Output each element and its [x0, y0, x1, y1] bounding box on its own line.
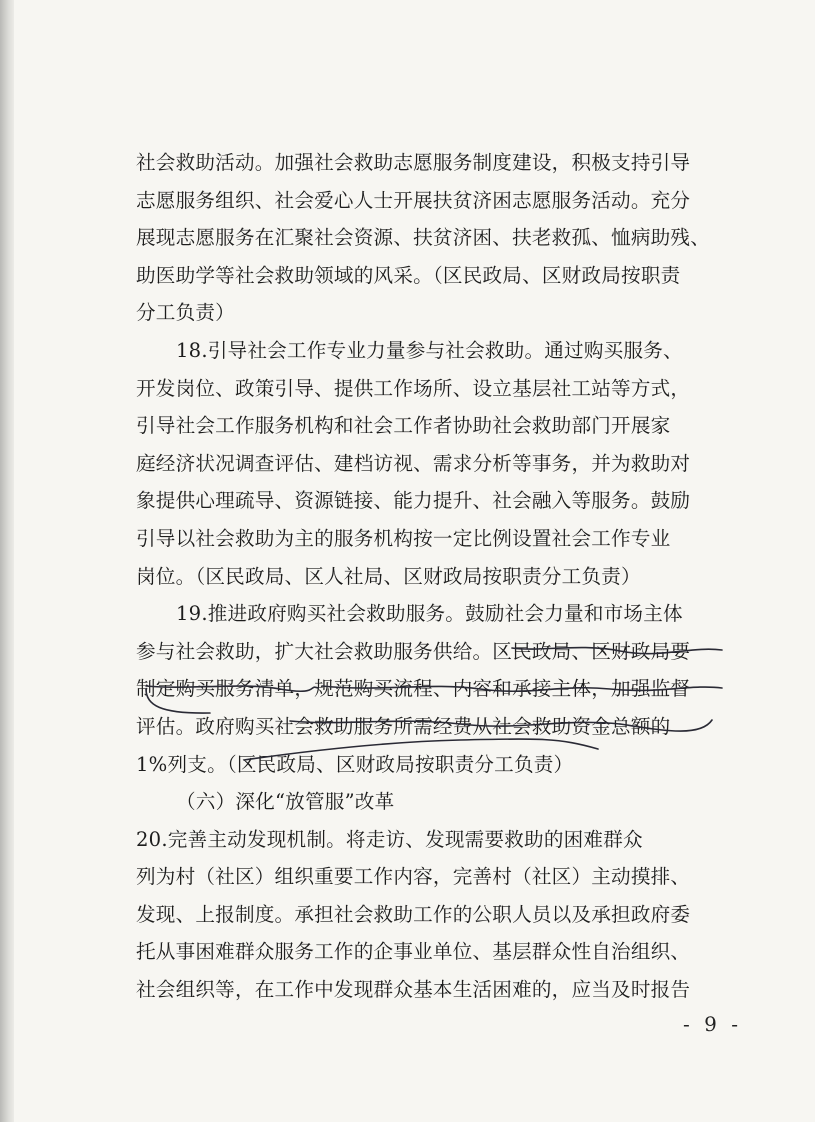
item-19-heading: 19.推进政府购买社会救助服务。鼓励社会力量和市场主体	[176, 602, 683, 626]
body-line: 评估。政府购买社会救助服务所需经费从社会救助资金总额的	[136, 714, 671, 738]
scan-binding-edge	[0, 0, 14, 1122]
body-line: 1%列支。（区民政局、区财政局按职责分工负责）	[136, 752, 574, 776]
body-line: 参与社会救助，扩大社会救助服务供给。区民政局、区财政局要	[136, 639, 691, 663]
section-heading: （六）深化“放管服”改革	[176, 790, 395, 814]
item-18-heading: 18.引导社会工作专业力量参与社会救助。通过购买服务、	[176, 338, 683, 362]
item-20-heading: 20.完善主动发现机制。将走访、发现需要救助的困难群众	[136, 827, 643, 851]
body-line: 分工负责）	[136, 301, 235, 325]
body-line: 展现志愿服务在汇聚社会资源、扶贫济困、扶老救孤、恤病助残、	[136, 226, 711, 250]
body-line: 庭经济状况调查评估、建档访视、需求分析等事务，并为救助对	[136, 451, 691, 475]
body-line: 社会救助活动。加强社会救助志愿服务制度建设，积极支持引导	[136, 151, 691, 174]
body-line: 助医助学等社会救助领域的风采。（区民政局、区财政局按职责	[136, 263, 681, 287]
page-number: - 9 -	[683, 1012, 742, 1036]
document-body	[136, 144, 726, 1009]
body-line: 引导以社会救助为主的服务机构按一定比例设置社会工作专业	[136, 526, 671, 550]
body-line: 开发岗位、政策引导、提供工作场所、设立基层社工站等方式，	[136, 376, 691, 400]
body-line: 托从事困难群众服务工作的企事业单位、基层群众性自治组织、	[136, 940, 691, 964]
body-line: 制定购买服务清单，规范购买流程、内容和承接主体，加强监督	[136, 677, 691, 701]
body-line: 引导社会工作服务机构和社会工作者协助社会救助部门开展家	[136, 414, 671, 438]
body-line: 社会组织等，在工作中发现群众基本生活困难的，应当及时报告	[136, 978, 691, 1002]
body-line: 发现、上报制度。承担社会救助工作的公职人员以及承担政府委	[136, 902, 691, 926]
body-line: 列为村（社区）组织重要工作内容，完善村（社区）主动摸排、	[136, 865, 691, 889]
body-line: 象提供心理疏导、资源链接、能力提升、社会融入等服务。鼓励	[136, 489, 691, 513]
body-line: 岗位。（区民政局、区人社局、区财政局按职责分工负责）	[136, 564, 641, 588]
body-line: 志愿服务组织、社会爱心人士开展扶贫济困志愿服务活动。充分	[136, 188, 691, 212]
